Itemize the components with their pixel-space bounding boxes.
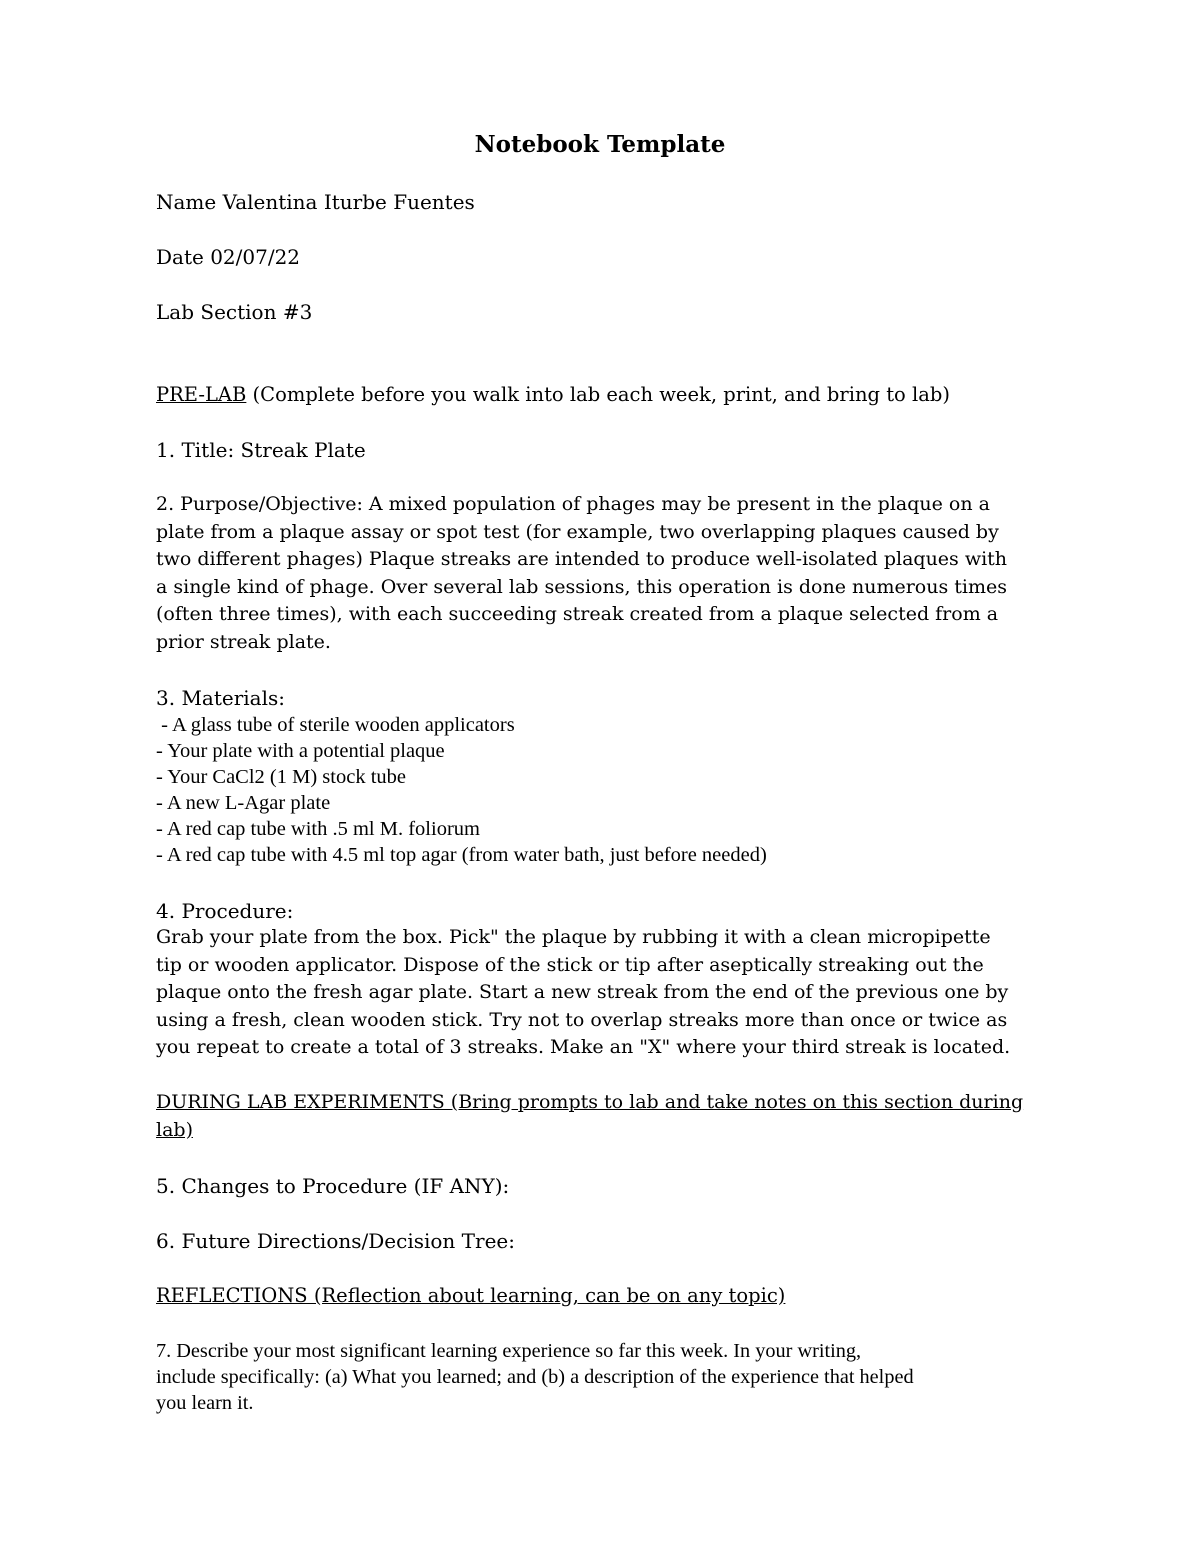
material-item: - A red cap tube with .5 ml M. foliorum	[156, 818, 480, 840]
purpose-line: plate from a plaque assay or spot test (for example, two overlapping plaques caused by	[156, 520, 999, 543]
material-item: - A glass tube of sterile wooden applicators	[156, 714, 515, 736]
reflection-line: 7. Describe your most significant learning experience so far this week. In your writing,	[156, 1340, 862, 1362]
reflection-prompt	[156, 1338, 1056, 1416]
name-line: Name Valentina Iturbe Fuentes	[156, 190, 475, 214]
document-title: Notebook Template	[474, 131, 726, 158]
item-title: 1. Title: Streak Plate	[156, 438, 366, 462]
procedure-line: plaque onto the fresh agar plate. Start a new streak from the end of the previous one by	[156, 981, 1009, 1004]
material-item: - Your CaCl2 (1 M) stock tube	[156, 766, 406, 788]
procedure-heading: 4. Procedure:	[156, 899, 294, 923]
purpose-line: prior streak plate.	[156, 630, 331, 653]
during-lab-line: lab)	[156, 1118, 193, 1141]
procedure-paragraph	[156, 924, 1056, 1062]
reflections-heading: REFLECTIONS (Reflection about learning, can be on any topic)	[156, 1284, 786, 1307]
purpose-line: two different phages) Plaque streaks are intended to produce well-isolated plaques with	[156, 548, 1008, 571]
procedure-line: you repeat to create a total of 3 streaks. Make an "X" where your third streak is located.	[156, 1036, 1011, 1059]
procedure-line: Grab your plate from the box. Pick" the plaque by rubbing it with a clean micropipette	[156, 926, 991, 948]
date-line: Date 02/07/22	[156, 245, 301, 269]
prelab-heading	[156, 381, 950, 409]
reflection-line: include specifically: (a) What you learned; and (b) a description of the experience that helped	[156, 1366, 914, 1388]
procedure-line: using a fresh, clean wooden stick. Try not to overlap streaks more than once or twice as	[156, 1008, 1008, 1031]
procedure-line: tip or wooden applicator. Dispose of the stick or tip after aseptically streaking out the	[156, 953, 984, 976]
material-item: - A red cap tube with 4.5 ml top agar (from water bath, just before needed)	[156, 844, 767, 866]
future-directions-item: 6. Future Directions/Decision Tree:	[156, 1229, 515, 1253]
purpose-line: 2. Purpose/Objective: A mixed population of phages may be present in the plaque on a	[156, 493, 990, 515]
purpose-line: (often three times), with each succeeding streak created from a plaque selected from a	[156, 603, 999, 626]
materials-list	[156, 712, 1056, 868]
reflection-line: you learn it.	[156, 1392, 254, 1414]
prelab-note: (Complete before you walk into lab each week, print, and bring to lab)	[246, 383, 950, 406]
purpose-paragraph	[156, 491, 1056, 657]
purpose-line: a single kind of phage. Over several lab sessions, this operation is done numerous times	[156, 575, 1007, 598]
during-lab-line: DURING LAB EXPERIMENTS (Bring prompts to lab and take notes on this section during	[156, 1091, 1024, 1113]
lab-section-line: Lab Section #3	[156, 300, 313, 324]
changes-item: 5. Changes to Procedure (IF ANY):	[156, 1174, 510, 1198]
materials-heading: 3. Materials:	[156, 686, 285, 710]
during-lab-heading	[156, 1089, 1056, 1144]
material-item: - A new L-Agar plate	[156, 792, 331, 814]
prelab-label: PRE-LAB	[156, 383, 247, 406]
material-item: - Your plate with a potential plaque	[156, 740, 445, 762]
